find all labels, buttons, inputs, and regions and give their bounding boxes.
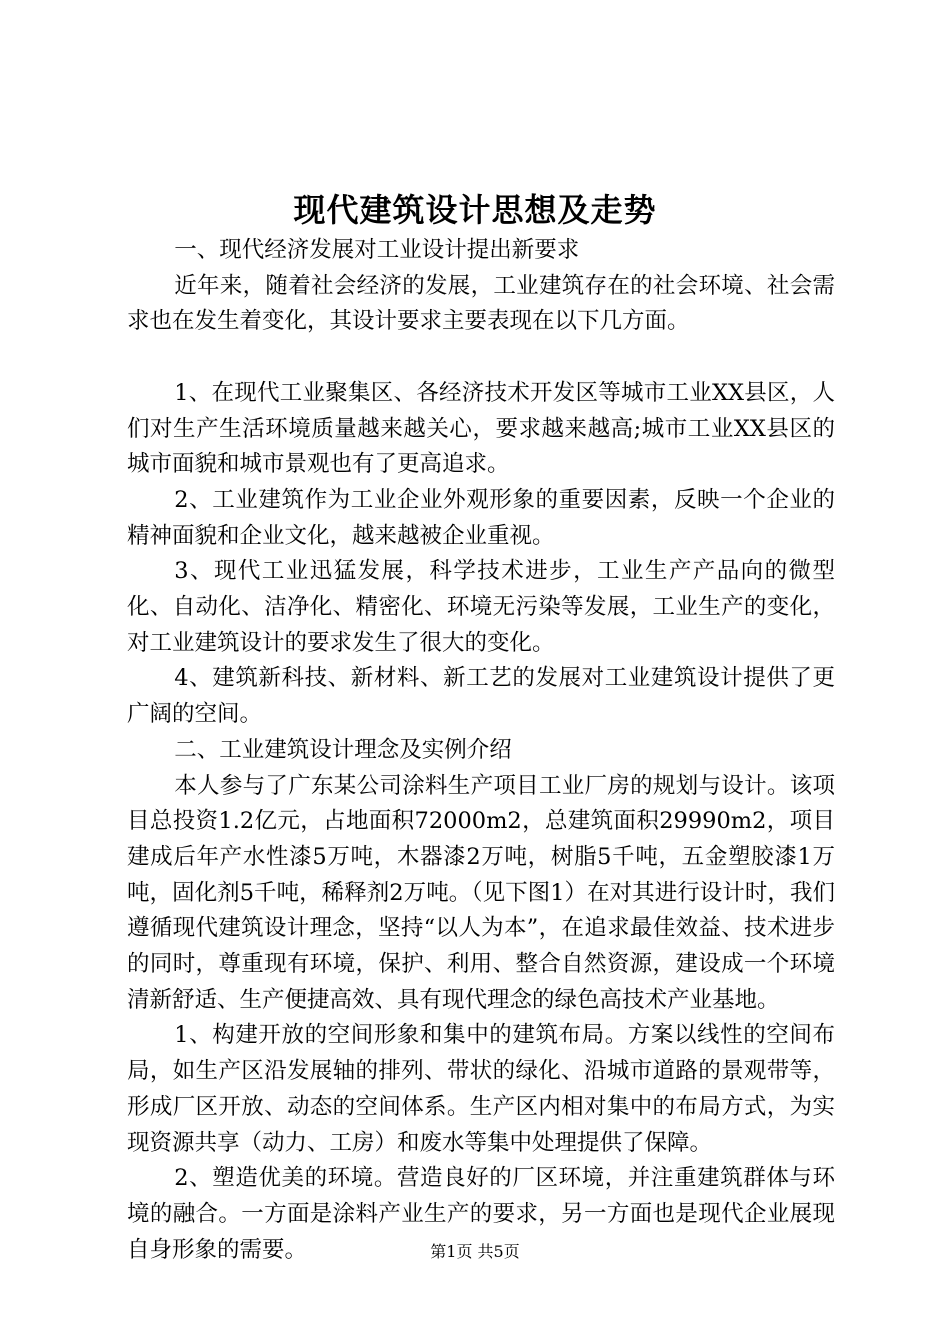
body-paragraph: 2、工业建筑作为工业企业外观形象的重要因素，反映一个企业的精神面貌和企业文化，越来越被企业重视。 — [127, 486, 835, 549]
page-number: 第1页 — [430, 1242, 473, 1261]
page-title: 现代建筑设计思想及走势 — [293, 191, 657, 229]
section-heading-2: 二、工业建筑设计理念及实例介绍 — [174, 736, 512, 763]
document-body — [127, 233, 835, 1268]
section-heading-1: 一、现代经济发展对工业设计提出新要求 — [174, 237, 580, 263]
body-paragraph: 1、在现代工业聚集区、各经济技术开发区等城市工业XX县区，人们对生产生活环境质量越来越关心，要求越来越高;城市工业XX县区的城市面貌和城市景观也有了更高追求。 — [127, 379, 835, 478]
page-footer — [0, 1241, 950, 1263]
body-paragraph: 近年来，随着社会经济的发展，工业建筑存在的社会环境、社会需求也在发生着变化，其设计要求主要表现在以下几方面。 — [127, 272, 835, 335]
page-total: 共5页 — [477, 1242, 520, 1261]
body-paragraph: 本人参与了广东某公司涂料生产项目工业厂房的规划与设计。该项目总投资1.2亿元，占地面积72000m2，总建筑面积29990m2，项目建成后年产水性漆5万吨，木器漆2万吨，树脂5千吨，五金塑胶漆1万吨，固化剂5千吨，稀释剂2万吨。（见下图1）在对其进行设计时，我们遵循现代建筑设计理念，坚持“以人为本”，在追求最佳效益、技术进步的同时，尊重现有环境，保护、利用、整合自然资源，建设成一个环境清新舒适、生产便捷高效、具有现代理念的绿色高技术产业基地。 — [127, 772, 835, 1013]
body-paragraph: 1、构建开放的空间形象和集中的建筑布局。方案以线性的空间布局，如生产区沿发展轴的排列、带状的绿化、沿城市道路的景观带等，形成厂区开放、动态的空间体系。生产区内相对集中的布局方式，为实现资源共享（动力、工房）和废水等集中处理提供了保障。 — [127, 1022, 835, 1156]
body-paragraph: 3、现代工业迅猛发展，科学技术进步，工业生产产品向的微型化、自动化、洁净化、精密化、环境无污染等发展，工业生产的变化，对工业建筑设计的要求发生了很大的变化。 — [127, 558, 835, 656]
body-paragraph: 4、建筑新科技、新材料、新工艺的发展对工业建筑设计提供了更广阔的空间。 — [127, 665, 835, 728]
body-paragraph: 2、塑造优美的环境。营造良好的厂区环境，并注重建筑群体与环境的融合。一方面是涂料产业生产的要求，另一方面也是现代企业展现自身形象的需要。 — [127, 1165, 835, 1263]
paragraph-gap — [127, 340, 835, 376]
